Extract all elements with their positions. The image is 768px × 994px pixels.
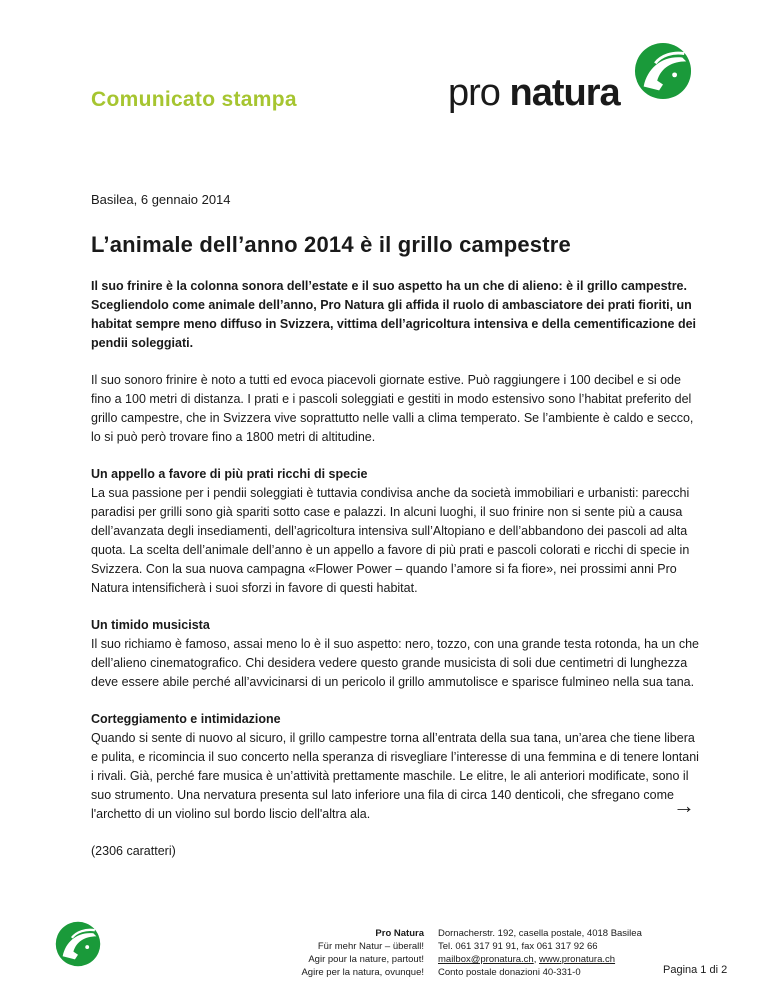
press-release-label: Comunicato stampa	[91, 88, 297, 111]
section-breeding-habitats	[91, 465, 701, 598]
section-text: Il suo richiamo è famoso, assai meno lo è il suo aspetto: nero, tozzo, con una grande testa rotonda, ha un che dell’alieno cinematografico. Chi desidera vedere questo grande musicista di soli due centimetri di lunghezza deve essere abile perché all’avvicinarsi di un pericolo il grillo ammutolisce e sparisce fulmineo nella sua tana.	[91, 637, 700, 689]
section-heading: Corteggiamento e intimidazione	[91, 712, 281, 726]
footer-links	[438, 953, 642, 966]
footer-tagline-fr: Agir pour la nature, partout!	[308, 954, 424, 965]
article-title: L’animale dell’anno 2014 è il grillo campestre	[91, 232, 571, 257]
logo-wordmark	[448, 72, 620, 115]
email-link[interactable]: mailbox@pronatura.ch	[438, 954, 534, 965]
section-courtship	[91, 710, 701, 824]
footer-donations: Conto postale donazioni 40-331-0	[438, 967, 581, 978]
section-shy-musician	[91, 616, 701, 692]
footer-address: Dornacherstr. 192, casella postale, 4018 Basilea	[438, 928, 642, 939]
footer-ibex-icon	[55, 921, 101, 967]
footer-tagline-it: Agire per la natura, ovunque!	[301, 967, 424, 978]
logo-text-bold: natura	[509, 72, 620, 114]
logo-text-light: pro	[448, 72, 510, 114]
footer-organization	[301, 927, 424, 979]
article-body	[91, 277, 701, 879]
pro-natura-logo	[448, 42, 694, 118]
press-date: Basilea, 6 gennaio 2014	[91, 192, 231, 207]
section-heading: Un timido musicista	[91, 618, 210, 632]
section-heading: Un appello a favore di più prati ricchi di specie	[91, 467, 368, 481]
website-link[interactable]: www.pronatura.ch	[539, 954, 616, 965]
footer-phone: Tel. 061 317 91 91, fax 061 317 92 66	[438, 941, 598, 952]
footer-org-name: Pro Natura	[375, 928, 424, 939]
section-text: La sua passione per i pendii soleggiati è tuttavia condivisa anche da società immobiliari e urbanisti: parecchi paradisi per grilli sono già spariti sotto case e palazzi. In alcuni luoghi, il suo frinire non si sente più a causa dell’avanzata degli insediamenti, dell’agricoltura intensiva sull’Altopiano e dell’abbandono dei pascoli ad alta quota. La scelta dell’animale dell’anno è un appello a favore di più prati e pascoli colorati e ricchi di specie in Svizzera. Con la sua nuova campagna «Flower Power – quando l’amore si fa fiore», nei prossimi anni Pro Natura intensificherà i suoi sforzi in favore di questi habitat.	[91, 486, 690, 595]
intro-paragraph: Il suo sonoro frinire è noto a tutti ed evoca piacevoli giornate estive. Può raggiungere i 100 decibel e si ode fino a 100 metri di distanza. I prati e i pascoli soleggiati e gestiti in modo estensivo sono l’habitat preferito del grillo campestre, che in Svizzera vive soprattutto nelle valli a clima temperato. Se l’ambiente è caldo e secco, lo si può però trovare fino a 1800 metri di altitudine.	[91, 373, 694, 444]
section-text: Quando si sente di nuovo al sicuro, il grillo campestre torna all’entrata della sua tana, un’area che tiene libera e pulita, e ricomincia il suo concerto nella speranza di risvegliare l’interesse di una femmina e di tenere lontani i rivali. Già, perché fare musica è un’attività prettamente maschile. Le elitre, le ali anteriori modificate, sono il suo strumento. Una nervatura presenta sul lato inferiore una fila di circa 140 denticoli, che sfregano come l'archetto di un violino sul bordo liscio dell'altra ala.	[91, 731, 699, 821]
footer-contact	[438, 927, 642, 979]
next-page-arrow-icon: →	[673, 793, 695, 818]
lead-paragraph: Il suo frinire è la colonna sonora dell’estate e il suo aspetto ha un che di alieno: è il grillo campestre. Scegliendolo come animale dell’anno, Pro Natura gli affida il ruolo di ambasciatore dei prati fioriti, un habitat sempre meno diffuso in Svizzera, vittima dell’agricoltura intensiva e della cementificazione dei pendii soleggiati.	[91, 279, 697, 350]
footer-link-separator: ,	[533, 954, 540, 965]
character-count: (2306 caratteri)	[91, 844, 176, 858]
page-number: Pagina 1 di 2	[663, 964, 728, 976]
ibex-logo-icon	[634, 42, 692, 100]
footer-tagline-de: Für mehr Natur – überall!	[317, 941, 424, 952]
